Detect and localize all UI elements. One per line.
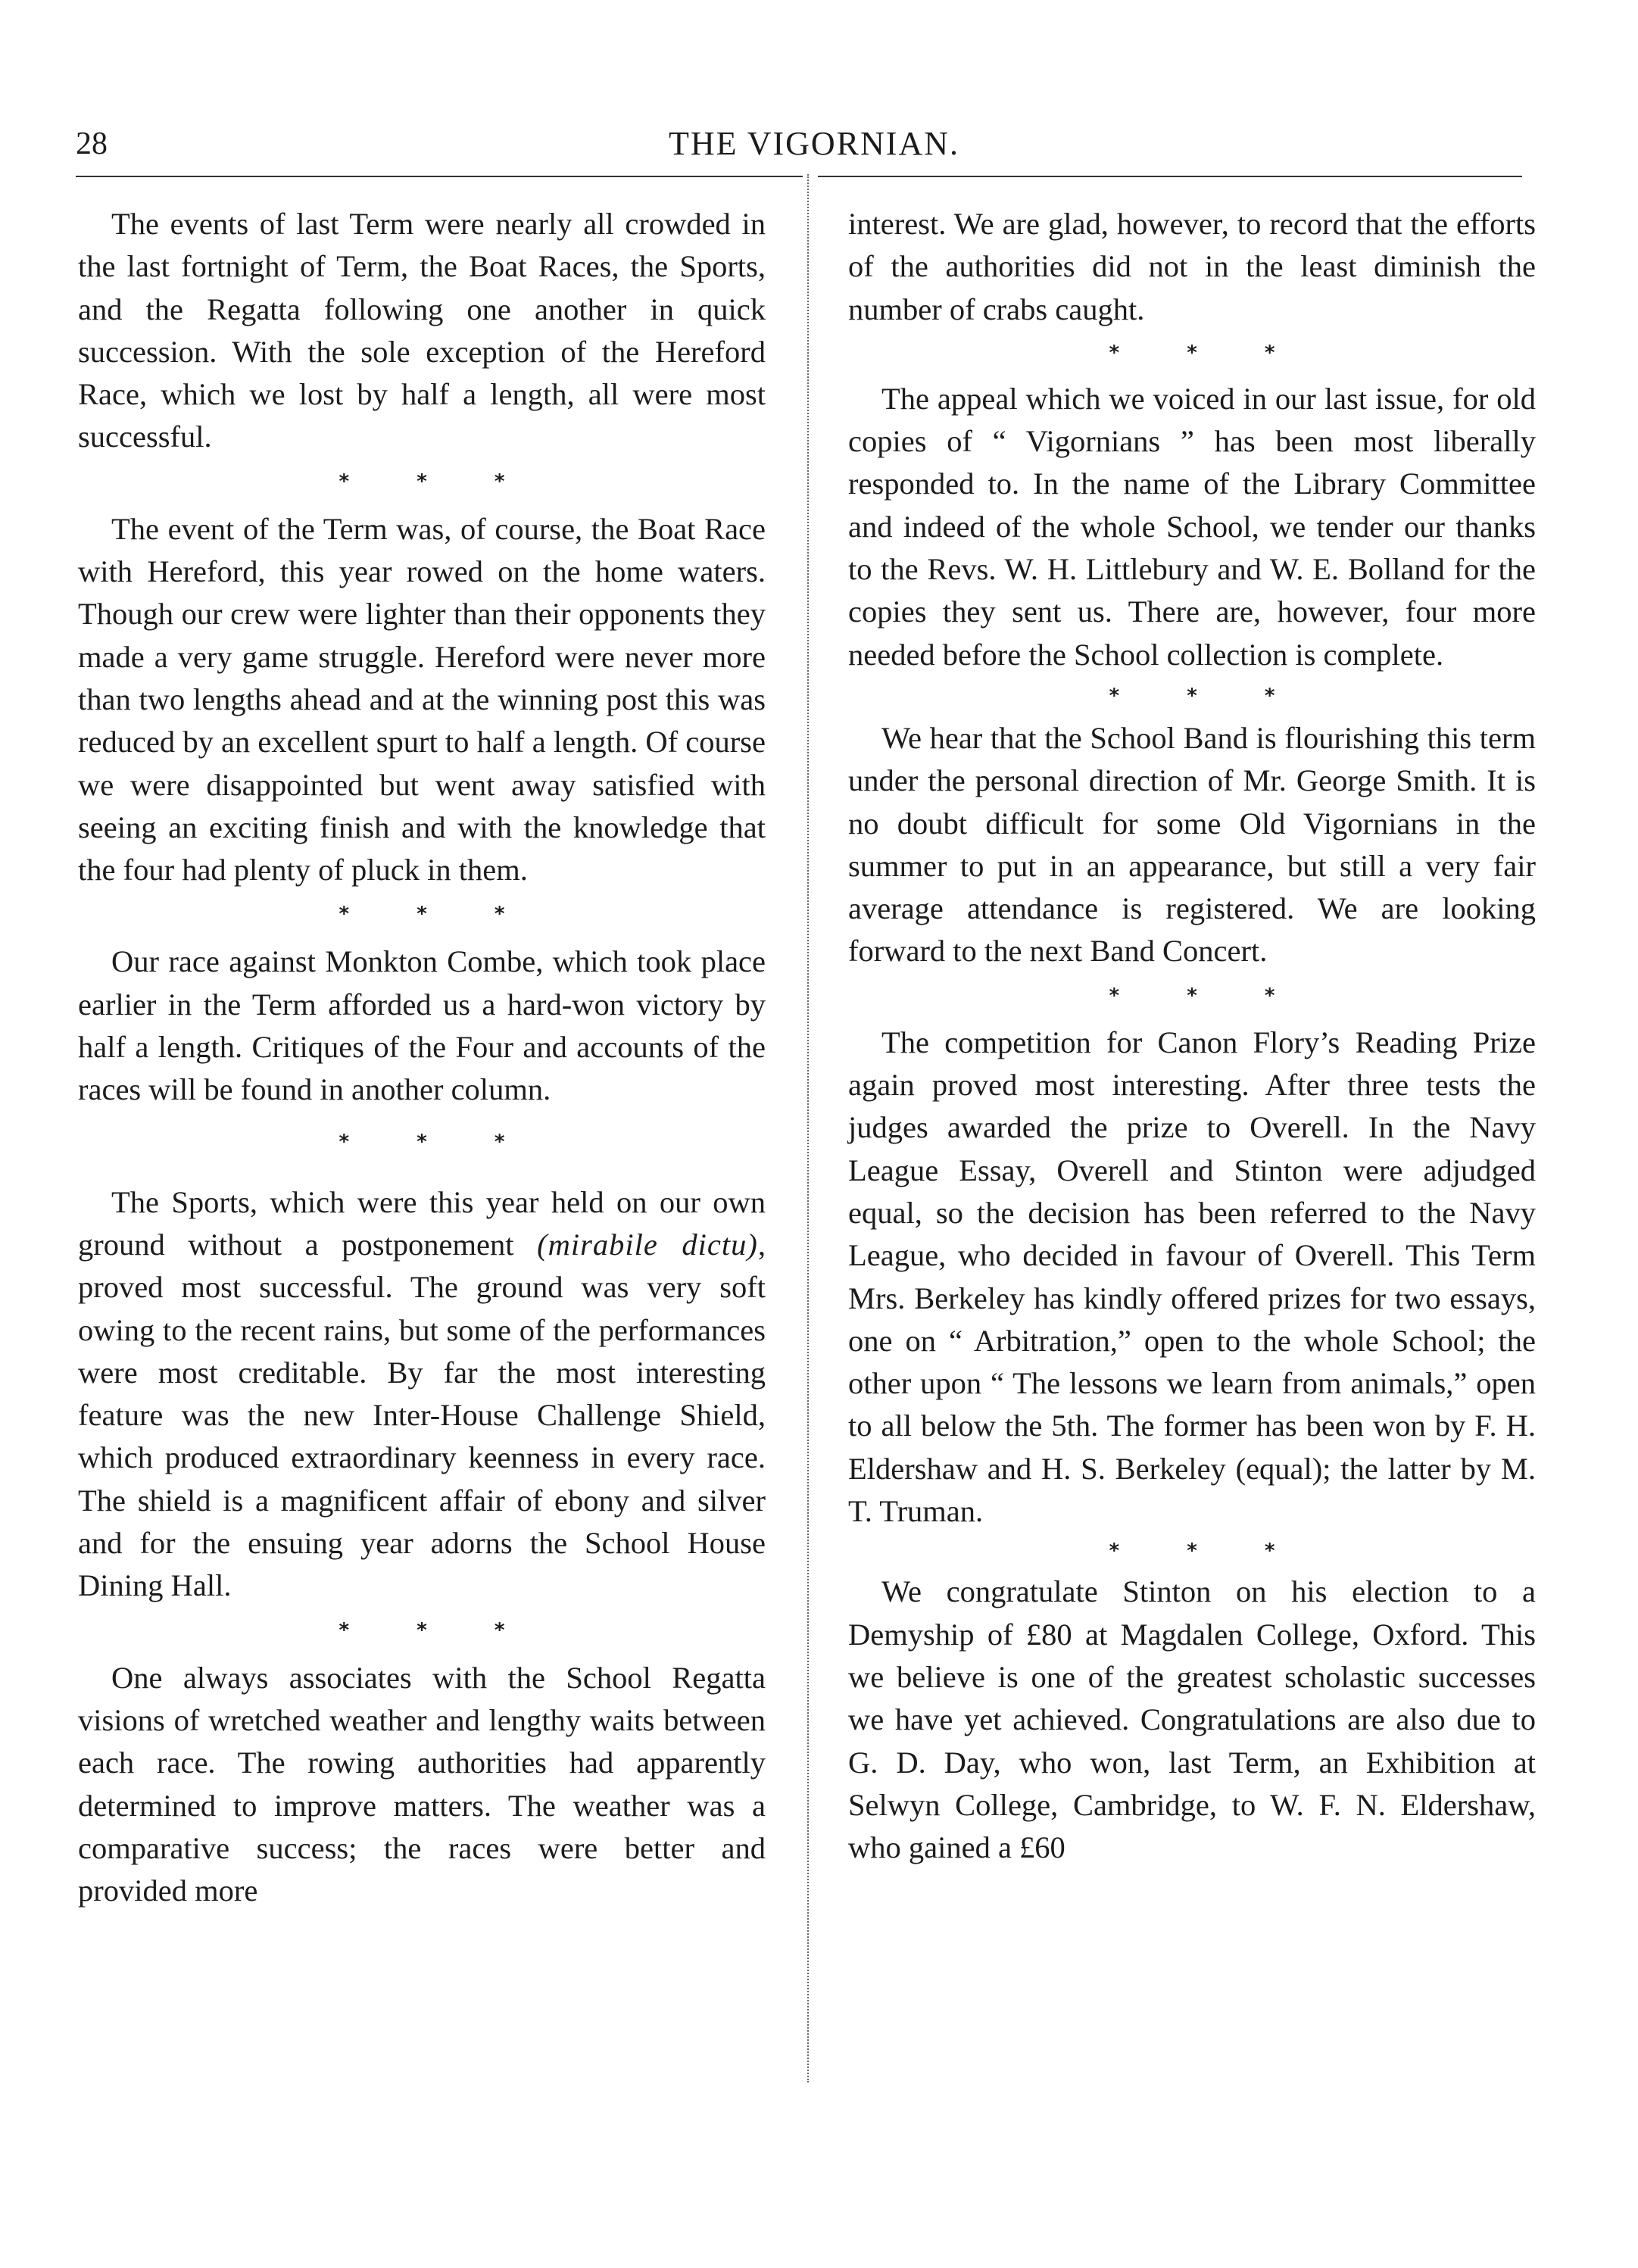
paragraph-reading-prize: The competition for Canon Flory’s Reading Prize again proved most interesting. After three tests the judges awarded the prize to Overell. In the Navy League Essay, Overell and Stinton were adjudged equal, so the decision has been referred to the Navy League, who decided in favour of Overell. This Term Mrs. Berkeley has kindly offered prizes for two essays, one on “ Arbitration,” open to the whole School; the other upon “ The lessons we learn from animals,” open to all below the 5th. The former has been won by F. H. Eldershaw and H. S. Berkeley (equal); the latter by M. T. Truman.: [848, 1025, 1536, 1529]
sports-text-end: , proved most successful. The ground was very soft owing to the recent rains, but some of the performances were most creditable. By far the most interesting feature was the new Inter-House Challenge Shield, which produced extraordinary keenness in every race. The shield is a magnificent affair of ebony and silver and for the ensuing year adorns the School House Dining Hall.: [78, 1227, 766, 1603]
paragraph-regatta: One always associates with the School Regatta visions of wretched weather and lengthy waits between each race. The rowing authorities had apparently determined to improve matters. The weather was a comparative success; the races were better and provided more: [78, 1660, 766, 1908]
page-number: 28: [76, 126, 108, 161]
section-separator: * * *: [1109, 684, 1275, 707]
section-separator: * * *: [1109, 984, 1275, 1007]
paragraph-hereford-race: The event of the Term was, of course, the Boat Race with Hereford, this year rowed on the home waters. Though our crew were lighter than their opponents they made a very game struggle. Hereford were never more than two lengths ahead and at the winning post this was reduced by an excellent spurt to half a length. Of course we were disappointed but went away satisfied with seeing an exciting finish and with the knowledge that the four had plenty of pluck in them.: [78, 511, 766, 888]
journal-title: THE VIGORNIAN.: [668, 125, 960, 162]
section-separator: * * *: [1109, 341, 1275, 364]
paragraph-sports: [78, 1181, 766, 1608]
sports-text-start: The Sports, which were this year held on our own ground without a postponement: [78, 1184, 766, 1262]
column-divider: [807, 174, 809, 2082]
italic-mirabile-dictu: (mirabile dictu): [537, 1227, 758, 1262]
section-separator: * * *: [339, 903, 505, 926]
right-column: [848, 203, 1536, 1869]
paragraph-monkton-combe: Our race against Monkton Combe, which took place earlier in the Term afforded us a hard-won victory by half a length. Critiques of the Four and accounts of the races will be found in another column.: [78, 944, 766, 1107]
paragraph-school-band: We hear that the School Band is flourishing this term under the personal direction of Mr. George Smith. It is no doubt difficult for some Old Vigornians in the summer to put in an appearance, but still a very fair average attendance is registered. We are looking forward to the next Band Concert.: [848, 720, 1536, 969]
paragraph-events-last-term: The events of last Term were nearly all crowded in the last fortnight of Term, the Boat Races, the Sports, and the Regatta following one another in quick succession. With the sole exception of the Hereford Race, which we lost by half a length, all were most successful.: [78, 207, 766, 454]
section-separator: * * *: [339, 470, 505, 493]
section-separator: * * *: [339, 1130, 505, 1153]
section-separator: * * *: [339, 1618, 505, 1642]
section-separator: * * *: [1109, 1540, 1275, 1563]
left-column: [78, 203, 766, 1912]
header-rule-left: [76, 176, 803, 177]
header-rule-right: [818, 176, 1522, 177]
page-header: [76, 121, 1552, 167]
paragraph-library-appeal: The appeal which we voiced in our last issue, for old copies of “ Vigornians ” has been most liberally responded to. In the name of the Library Committee and indeed of the whole School, we tender our thanks to the Revs. W. H. Littlebury and W. E. Bolland for the copies they sent us. There are, however, four more needed before the School collection is complete.: [848, 381, 1536, 672]
paragraph-regatta-continued: interest. We are glad, however, to record that the efforts of the authorities did not in the least diminish the number of crabs caught.: [848, 207, 1536, 326]
paragraph-congratulations: We congratulate Stinton on his election to a Demyship of £80 at Magdalen College, Oxford. This we believe is one of the greatest scholastic successes we have yet achieved. Congratulations are also due to G. D. Day, who won, last Term, an Exhibition at Selwyn College, Cambridge, to W. F. N. Eldershaw, who gained a £60: [848, 1574, 1536, 1865]
